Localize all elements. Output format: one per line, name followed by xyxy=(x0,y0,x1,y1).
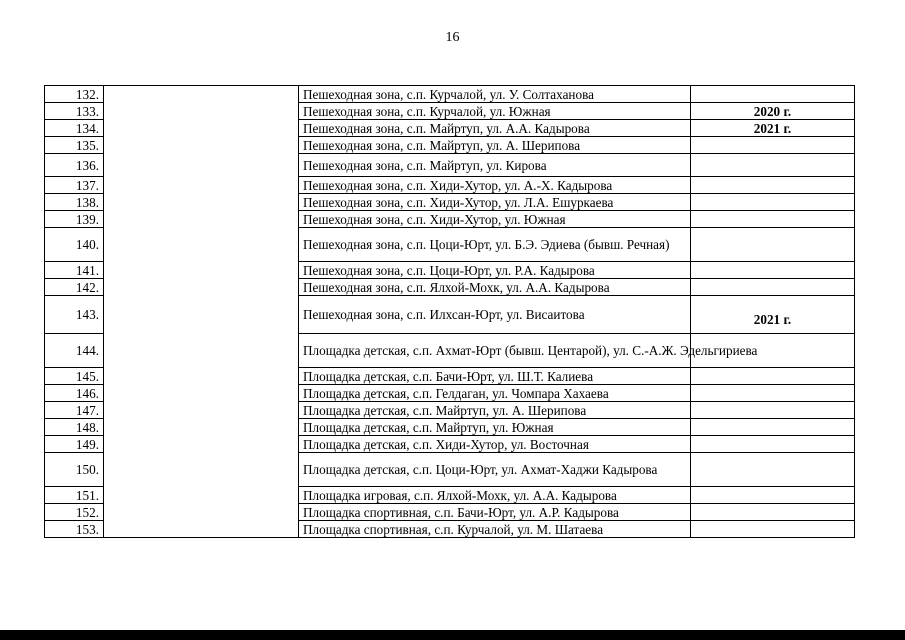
row-number: 142. xyxy=(45,279,104,296)
row-number: 151. xyxy=(45,487,104,504)
year-cell xyxy=(691,504,855,521)
year-cell xyxy=(691,177,855,194)
year-cell xyxy=(691,368,855,385)
year-cell xyxy=(691,402,855,419)
object-name: Площадка детская, с.п. Гелдаган, ул. Чомпара Хахаева xyxy=(299,385,691,402)
year-cell xyxy=(691,86,855,103)
object-name: Площадка детская, с.п. Бачи-Юрт, ул. Ш.Т. Калиева xyxy=(299,368,691,385)
object-name: Пешеходная зона, с.п. Цоци-Юрт, ул. Б.Э. Эдиева (бывш. Речная) xyxy=(299,228,691,262)
row-number: 150. xyxy=(45,453,104,487)
object-name: Площадка детская, с.п. Ахмат-Юрт (бывш. Центарой), ул. С.-А.Ж. Эдельгириева xyxy=(299,334,691,368)
year-cell xyxy=(691,228,855,262)
year-cell xyxy=(691,137,855,154)
object-name: Площадка детская, с.п. Майртуп, ул. Южная xyxy=(299,419,691,436)
row-number: 143. xyxy=(45,296,104,334)
row-number: 141. xyxy=(45,262,104,279)
objects-table xyxy=(44,85,855,538)
object-name: Площадка детская, с.п. Цоци-Юрт, ул. Ахмат-Хаджи Кадырова xyxy=(299,453,691,487)
row-number: 132. xyxy=(45,86,104,103)
scan-bottom-edge xyxy=(0,630,905,640)
year-cell xyxy=(691,194,855,211)
year-cell xyxy=(691,211,855,228)
row-number: 139. xyxy=(45,211,104,228)
object-name: Пешеходная зона, с.п. Ялхой-Мохк, ул. А.А. Кадырова xyxy=(299,279,691,296)
row-number: 144. xyxy=(45,334,104,368)
year-cell xyxy=(691,279,855,296)
blank-cell xyxy=(104,86,299,538)
row-number: 138. xyxy=(45,194,104,211)
row-number: 147. xyxy=(45,402,104,419)
year-cell xyxy=(691,521,855,538)
row-number: 152. xyxy=(45,504,104,521)
object-name: Площадка спортивная, с.п. Курчалой, ул. М. Шатаева xyxy=(299,521,691,538)
year-cell xyxy=(691,419,855,436)
row-number: 134. xyxy=(45,120,104,137)
object-name: Пешеходная зона, с.п. Курчалой, ул. У. Солтаханова xyxy=(299,86,691,103)
row-number: 135. xyxy=(45,137,104,154)
object-name: Площадка спортивная, с.п. Бачи-Юрт, ул. А.Р. Кадырова xyxy=(299,504,691,521)
year-cell: 2021 г. xyxy=(691,296,855,334)
row-number: 136. xyxy=(45,154,104,177)
object-name: Пешеходная зона, с.п. Илхсан-Юрт, ул. Висаитова xyxy=(299,296,691,334)
year-cell xyxy=(691,436,855,453)
year-cell xyxy=(691,262,855,279)
object-name: Пешеходная зона, с.п. Майртуп, ул. А. Шерипова xyxy=(299,137,691,154)
object-name: Пешеходная зона, с.п. Хиди-Хутор, ул. Южная xyxy=(299,211,691,228)
object-name: Пешеходная зона, с.п. Цоци-Юрт, ул. Р.А. Кадырова xyxy=(299,262,691,279)
row-number: 146. xyxy=(45,385,104,402)
year-cell xyxy=(691,154,855,177)
row-number: 145. xyxy=(45,368,104,385)
row-number: 148. xyxy=(45,419,104,436)
object-name: Площадка детская, с.п. Хиди-Хутор, ул. Восточная xyxy=(299,436,691,453)
year-cell: 2021 г. xyxy=(691,120,855,137)
row-number: 133. xyxy=(45,103,104,120)
table-row xyxy=(45,86,855,103)
object-name: Пешеходная зона, с.п. Майртуп, ул. Кирова xyxy=(299,154,691,177)
row-number: 153. xyxy=(45,521,104,538)
row-number: 140. xyxy=(45,228,104,262)
object-name: Пешеходная зона, с.п. Хиди-Хутор, ул. А.-Х. Кадырова xyxy=(299,177,691,194)
object-name: Пешеходная зона, с.п. Курчалой, ул. Южная xyxy=(299,103,691,120)
year-cell xyxy=(691,487,855,504)
year-cell xyxy=(691,453,855,487)
year-cell xyxy=(691,385,855,402)
object-name: Площадка детская, с.п. Майртуп, ул. А. Шерипова xyxy=(299,402,691,419)
object-name: Площадка игровая, с.п. Ялхой-Мохк, ул. А.А. Кадырова xyxy=(299,487,691,504)
row-number: 149. xyxy=(45,436,104,453)
object-name: Пешеходная зона, с.п. Майртуп, ул. А.А. Кадырова xyxy=(299,120,691,137)
object-name: Пешеходная зона, с.п. Хиди-Хутор, ул. Л.А. Ешуркаева xyxy=(299,194,691,211)
page-number: 16 xyxy=(445,30,460,45)
year-cell: 2020 г. xyxy=(691,103,855,120)
row-number: 137. xyxy=(45,177,104,194)
